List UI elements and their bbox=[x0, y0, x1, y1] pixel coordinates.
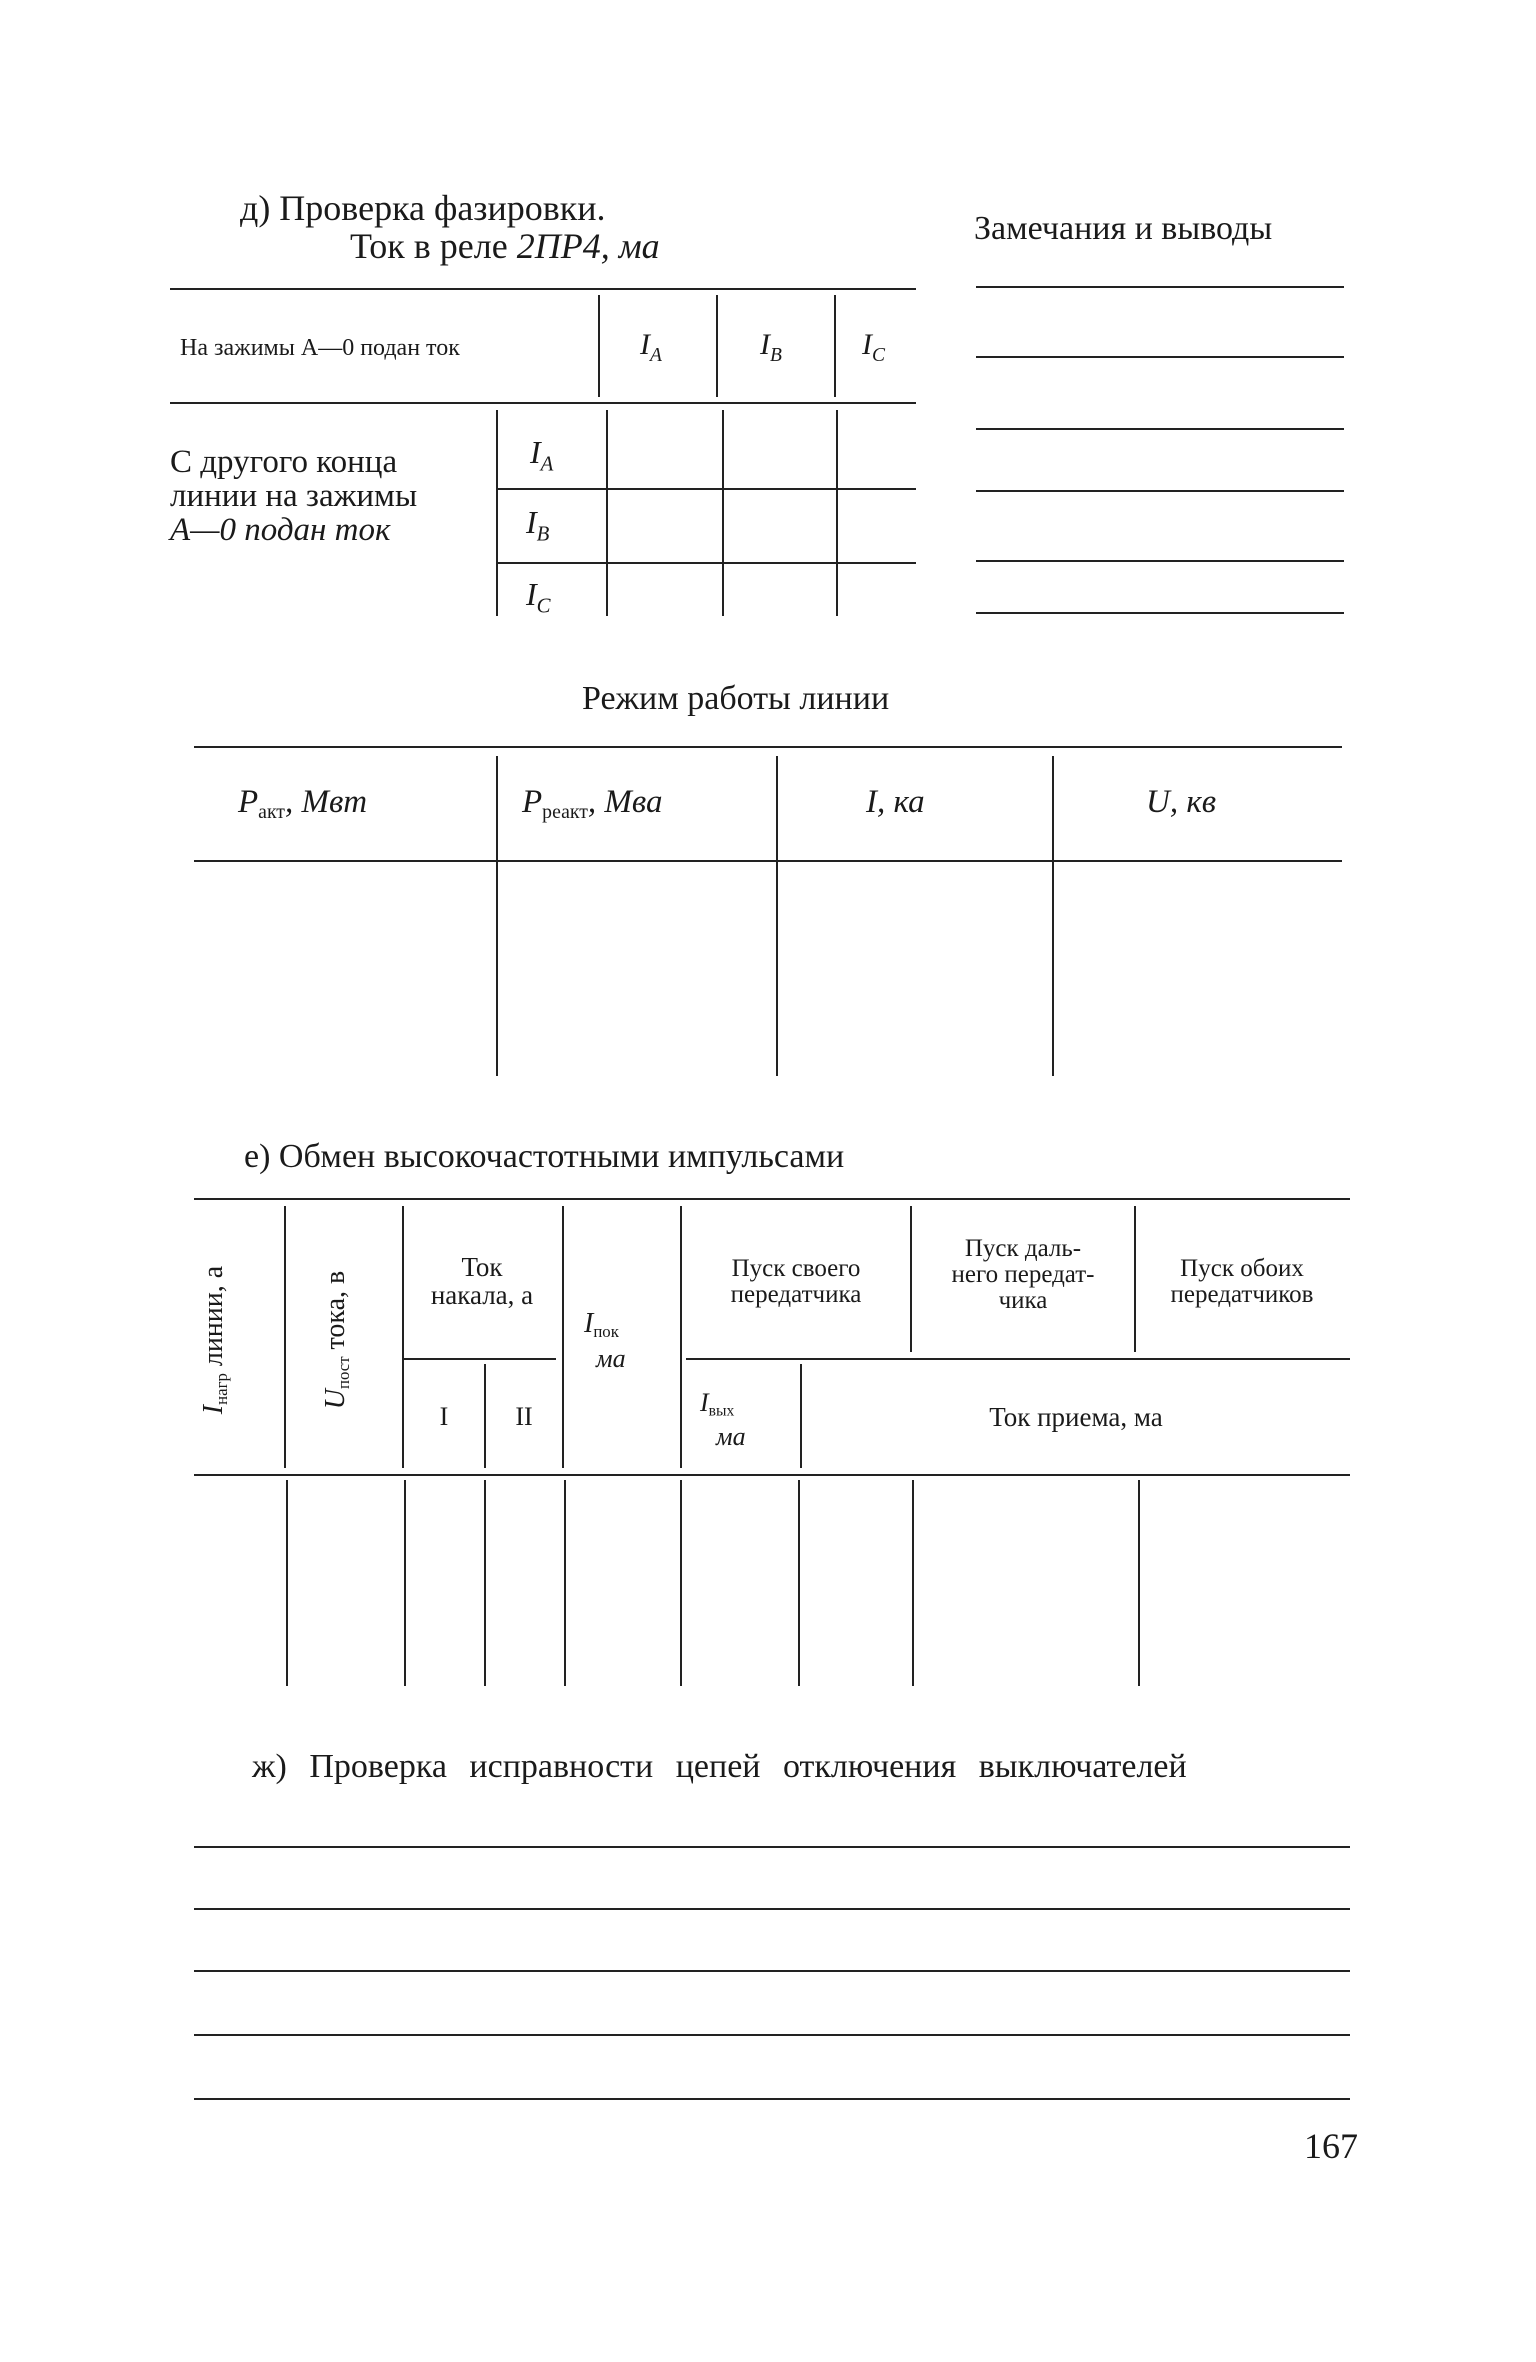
phase-row-ib-sub: B bbox=[536, 522, 550, 546]
remarks-line-6 bbox=[976, 612, 1344, 614]
phase-lower-divider-3 bbox=[836, 410, 838, 616]
phase-row-ib bbox=[526, 506, 549, 545]
remarks-line-4 bbox=[976, 490, 1344, 492]
hf-heat-line2: накала, а bbox=[430, 1280, 534, 1310]
hf-rest-current bbox=[584, 1310, 619, 1341]
phase-col-ic bbox=[862, 330, 885, 365]
load-sym: I bbox=[198, 1404, 229, 1415]
voltage-sym: U bbox=[320, 1389, 351, 1410]
phase-left-label-2: линии на зажимы bbox=[170, 478, 418, 514]
zh-line-1 bbox=[194, 1846, 1350, 1848]
phase-row-ic bbox=[526, 578, 551, 617]
voltage-text: тока, в bbox=[320, 1270, 351, 1357]
phase-col-divider-3 bbox=[834, 295, 836, 397]
load-sub: нагр bbox=[212, 1373, 232, 1405]
line-mode-divider-3 bbox=[1052, 756, 1054, 1076]
voltage-sub: пост bbox=[334, 1356, 354, 1390]
phase-table-top-rule bbox=[170, 288, 916, 290]
rest-sub: пок bbox=[593, 1322, 619, 1342]
hf-heat-line1: Ток bbox=[461, 1252, 503, 1282]
hf-start-both-2: передатчиков bbox=[1170, 1281, 1314, 1308]
zh-line-4 bbox=[194, 2034, 1350, 2036]
line-mode-col-p-react bbox=[522, 786, 662, 823]
line-mode-col-current: I, ка bbox=[866, 784, 925, 820]
phase-row-ib-sym: I bbox=[526, 504, 537, 540]
phase-col-ia-sub: A bbox=[650, 344, 662, 366]
page-number: 167 bbox=[1304, 2126, 1358, 2166]
phase-col-ib-sub: B bbox=[770, 344, 782, 366]
phase-row-ia bbox=[530, 436, 553, 475]
zh-line-2 bbox=[194, 1908, 1350, 1910]
phase-lower-divider-1 bbox=[606, 410, 608, 616]
hf-col-load-current bbox=[200, 1220, 240, 1460]
out-sym: I bbox=[700, 1388, 709, 1417]
hf-heat-col-i: I bbox=[439, 1402, 449, 1431]
phase-row-ia-sym: I bbox=[530, 434, 541, 470]
hf-body-divider-5 bbox=[680, 1480, 682, 1686]
subtitle-prefix: Ток в реле bbox=[350, 226, 508, 266]
section-d-subtitle bbox=[350, 228, 660, 264]
remarks-line-2 bbox=[976, 356, 1344, 358]
hf-divider-3 bbox=[562, 1206, 564, 1468]
hf-rest-unit: ма bbox=[596, 1344, 626, 1373]
phase-row-ia-sub: A bbox=[540, 452, 554, 476]
remarks-line-5 bbox=[976, 560, 1344, 562]
hf-col-dc-voltage bbox=[322, 1220, 362, 1460]
phase-row-ic-sym: I bbox=[526, 576, 537, 612]
line-mode-col-p-act bbox=[238, 786, 367, 823]
remarks-line-3 bbox=[976, 428, 1344, 430]
hf-divider-4 bbox=[680, 1206, 682, 1468]
p-act-sym: P bbox=[238, 784, 259, 820]
hf-out-current bbox=[700, 1390, 734, 1419]
hf-start-both-1: Пуск обоих bbox=[1180, 1255, 1304, 1282]
hf-body-divider-4 bbox=[564, 1480, 566, 1686]
hf-body-divider-8 bbox=[1138, 1480, 1140, 1686]
phase-left-label-1: С другого конца bbox=[170, 444, 398, 480]
subtitle-relay: 2ПР4, bbox=[516, 226, 610, 266]
line-mode-top-rule bbox=[194, 746, 1342, 748]
phase-col-ia-sym: I bbox=[640, 328, 650, 361]
hf-body-divider-7 bbox=[912, 1480, 914, 1686]
hf-start-remote-2: него передат- bbox=[951, 1261, 1095, 1288]
section-d-title: д) Проверка фазировки. bbox=[240, 188, 606, 228]
hf-table-heat-rule bbox=[404, 1358, 556, 1360]
phase-row-rule-1 bbox=[498, 488, 916, 490]
hf-body-divider-2 bbox=[404, 1480, 406, 1686]
rest-sym: I bbox=[584, 1308, 594, 1339]
phase-left-label-3: А—0 подан ток bbox=[170, 512, 391, 548]
phase-lower-divider-0 bbox=[496, 410, 498, 616]
hf-start-remote-1: Пуск даль- bbox=[964, 1235, 1082, 1262]
section-e-title: е) Обмен высокочастотными импульсами bbox=[244, 1138, 845, 1175]
zh-line-3 bbox=[194, 1970, 1350, 1972]
phase-col-ic-sym: I bbox=[862, 328, 872, 361]
hf-heat-col-ii: II bbox=[515, 1402, 533, 1431]
phase-col-ib bbox=[760, 330, 782, 365]
phase-row-rule-2 bbox=[498, 562, 916, 564]
phase-col-ic-sub: C bbox=[872, 344, 886, 366]
load-text: линии, а bbox=[198, 1265, 229, 1374]
phase-col-ib-sym: I bbox=[760, 328, 770, 361]
hf-table-subheader-rule bbox=[686, 1358, 1350, 1360]
hf-table-header-rule bbox=[194, 1474, 1350, 1476]
phase-row-header: На зажимы А—0 подан ток bbox=[180, 335, 460, 361]
zh-line-5 bbox=[194, 2098, 1350, 2100]
phase-col-ia bbox=[640, 330, 662, 365]
p-act-sub: акт bbox=[258, 800, 285, 823]
subtitle-unit: ма bbox=[618, 226, 660, 266]
line-mode-col-voltage: U, кв bbox=[1146, 784, 1217, 820]
p-react-sub: реакт bbox=[542, 800, 588, 823]
hf-body-divider-1 bbox=[286, 1480, 288, 1686]
phase-col-divider-1 bbox=[598, 295, 600, 397]
p-act-unit: , Мвт bbox=[284, 784, 368, 820]
hf-start-own-1: Пуск своего bbox=[731, 1255, 861, 1282]
hf-divider-1 bbox=[284, 1206, 286, 1468]
hf-receive-current: Ток приема, ма bbox=[989, 1402, 1163, 1432]
phase-lower-divider-2 bbox=[722, 410, 724, 616]
hf-table-top-rule bbox=[194, 1198, 1350, 1200]
section-zh-title: ж) Проверка исправности цепей отключения выключателей bbox=[252, 1748, 1187, 1785]
phase-row-ic-sub: C bbox=[536, 594, 551, 618]
hf-body-divider-3 bbox=[484, 1480, 486, 1686]
hf-body-divider-6 bbox=[798, 1480, 800, 1686]
line-mode-divider-1 bbox=[496, 756, 498, 1076]
p-react-sym: P bbox=[522, 784, 543, 820]
remarks-title: Замечания и выводы bbox=[974, 210, 1273, 247]
line-mode-divider-2 bbox=[776, 756, 778, 1076]
phase-col-divider-2 bbox=[716, 295, 718, 397]
out-sub: вых bbox=[708, 1402, 735, 1420]
hf-start-remote-3: чика bbox=[998, 1287, 1048, 1314]
line-mode-title: Режим работы линии bbox=[582, 680, 890, 717]
remarks-line-1 bbox=[976, 286, 1344, 288]
hf-out-unit: ма bbox=[716, 1422, 746, 1451]
line-mode-header-rule bbox=[194, 860, 1342, 862]
p-react-unit: , Мва bbox=[587, 784, 663, 820]
hf-start-own-2: передатчика bbox=[730, 1281, 862, 1308]
phase-table-header-rule bbox=[170, 402, 916, 404]
